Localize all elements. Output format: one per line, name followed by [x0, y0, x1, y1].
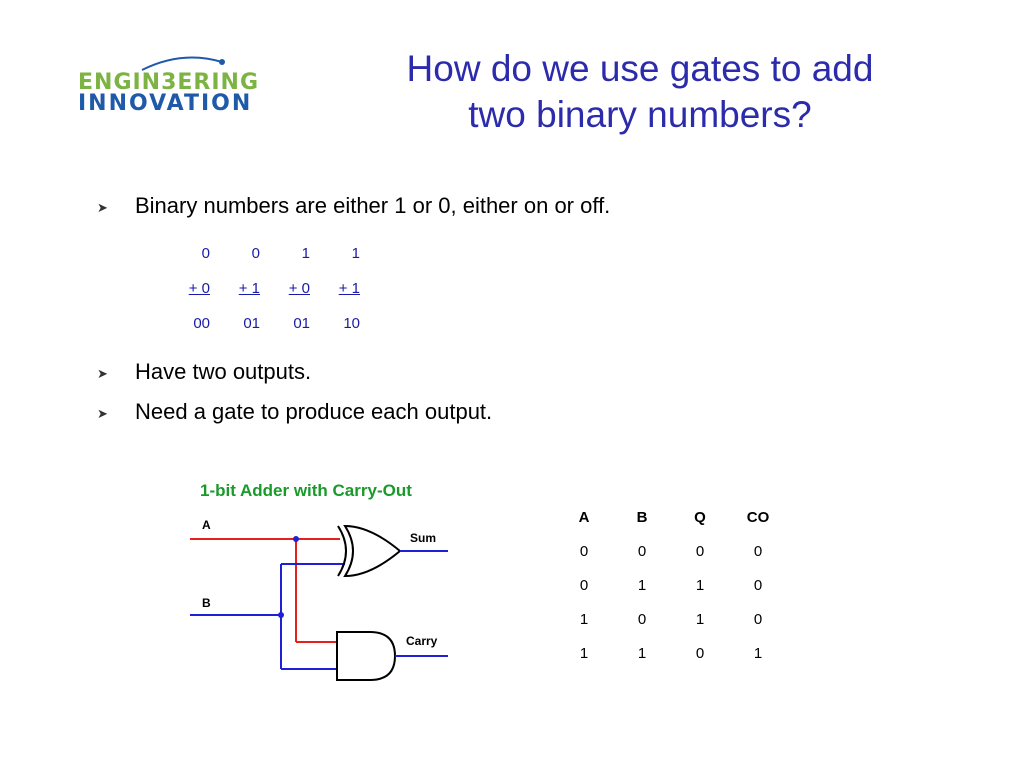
engineering-innovation-logo — [72, 52, 282, 122]
title-line2: two binary numbers? — [468, 94, 812, 135]
sum-output-label: Sum — [410, 531, 437, 545]
sum-cell: 01 — [293, 315, 310, 332]
bullet-text: Binary numbers are either 1 or 0, either on or off. — [135, 193, 611, 218]
column-header: A — [578, 508, 590, 526]
sum-cell: 01 — [243, 315, 260, 332]
sum-cell: + 0 — [288, 280, 310, 297]
adder-circuit-diagram — [180, 472, 480, 687]
table-row — [555, 636, 787, 670]
table-cell: 1 — [637, 576, 647, 594]
table-cell: 1 — [695, 576, 705, 594]
table-cell: 0 — [753, 542, 763, 560]
chevron-right-icon: ➤ — [97, 366, 108, 381]
sum-cell: 0 — [201, 245, 210, 262]
carry-output-label: Carry — [406, 634, 438, 648]
table-cell: 0 — [579, 576, 589, 594]
table-cell: 1 — [695, 610, 705, 628]
b-junction-dot — [278, 612, 284, 618]
bullet-text: Need a gate to produce each output. — [135, 399, 493, 424]
table-cell: 0 — [753, 610, 763, 628]
binary-sums — [160, 236, 360, 341]
chevron-right-icon: ➤ — [97, 200, 108, 215]
logo-line2: INNOVATION — [78, 91, 253, 116]
sum-cell: 1 — [351, 245, 360, 262]
table-cell: 0 — [637, 542, 647, 560]
logo-line1: ENGIN3ERING — [78, 70, 260, 95]
sum-cell: + 0 — [188, 280, 210, 297]
a-junction-dot — [293, 536, 299, 542]
sum-cell: + 1 — [238, 280, 260, 297]
table-cell: 1 — [753, 644, 763, 662]
table-row — [555, 568, 787, 602]
sum-result-row — [160, 306, 360, 341]
chevron-right-icon: ➤ — [97, 406, 108, 421]
sum-cell: 00 — [193, 315, 210, 332]
sum-cell: + 1 — [338, 280, 360, 297]
bullet-text: Have two outputs. — [135, 359, 312, 384]
slide-title — [300, 46, 980, 138]
truth-table — [555, 500, 787, 670]
sum-cell: 1 — [301, 245, 310, 262]
table-cell: 0 — [753, 576, 763, 594]
diagram-title: 1-bit Adder with Carry-Out — [200, 481, 412, 500]
sum-operand-row — [160, 236, 360, 271]
sum-addend-row — [160, 271, 360, 306]
table-row — [555, 602, 787, 636]
b-wire — [190, 564, 345, 669]
title-line1: How do we use gates to add — [406, 48, 874, 89]
sum-cell: 10 — [343, 315, 360, 332]
a-wire — [190, 539, 340, 642]
table-cell: 0 — [695, 542, 705, 560]
column-header: Q — [694, 508, 706, 526]
xor-gate-icon — [338, 526, 400, 576]
and-gate-icon — [337, 632, 395, 680]
table-row — [555, 534, 787, 568]
input-a-label: A — [202, 518, 211, 532]
table-cell: 0 — [695, 644, 705, 662]
table-header-row — [555, 500, 787, 534]
table-cell: 1 — [579, 610, 589, 628]
column-header: B — [636, 508, 648, 526]
column-header: CO — [746, 508, 770, 526]
input-b-label: B — [202, 596, 211, 610]
table-cell: 0 — [637, 610, 647, 628]
sum-cell: 0 — [251, 245, 260, 262]
table-cell: 1 — [637, 644, 647, 662]
table-cell: 1 — [579, 644, 589, 662]
table-cell: 0 — [579, 542, 589, 560]
